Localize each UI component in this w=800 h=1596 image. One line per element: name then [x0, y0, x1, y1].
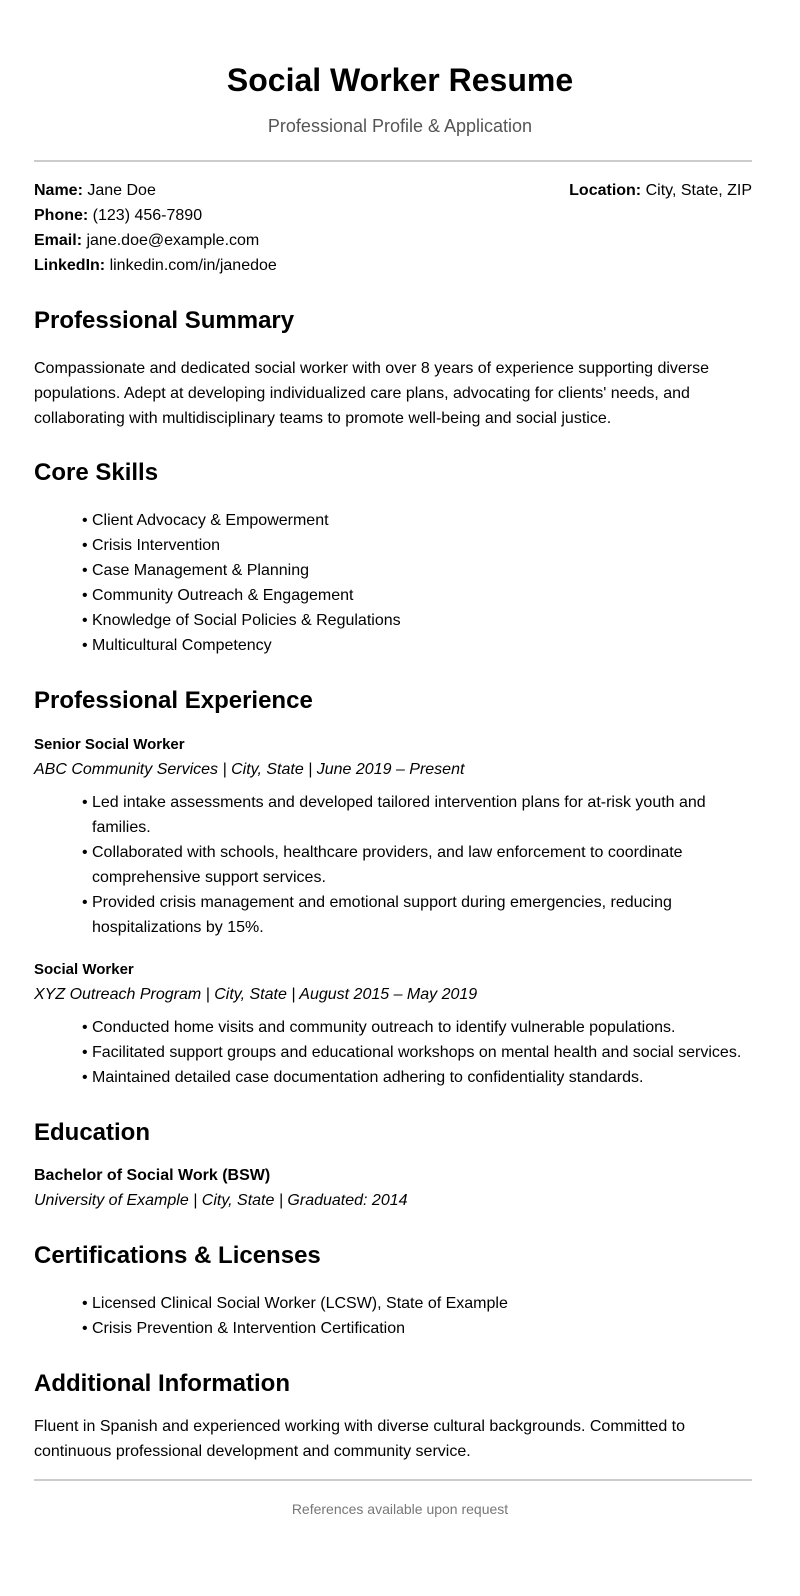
contact-linkedin-line	[34, 253, 277, 278]
summary-text: Compassionate and dedicated social worker with over 8 years of experience supporting diverse populations. Adept at developing individualized care plans, advocating for clients' needs, and collaborating with multidisciplinary teams to promote well-being and social justice.	[34, 360, 710, 427]
skill-text: Multicultural Competency	[92, 637, 272, 654]
job-title: Senior Social Worker	[34, 736, 185, 753]
job-bullets	[82, 790, 742, 940]
experience-heading: Professional Experience	[34, 687, 313, 714]
education-heading: Education	[34, 1119, 151, 1146]
location-value: City, State, ZIP	[645, 182, 752, 199]
contact-location-line	[569, 178, 752, 203]
job-bullet-text: Maintained detailed case documentation adhering to confidentiality standards.	[92, 1069, 644, 1086]
degree-title: Bachelor of Social Work (BSW)	[34, 1167, 271, 1184]
linkedin-label: LinkedIn:	[34, 257, 106, 274]
list-item: • Collaborated with schools, healthcare providers, and law enforcement to coordinate comprehensive support services.	[82, 844, 683, 886]
list-item: • Client Advocacy & Empowerment	[82, 512, 329, 529]
degree-meta: University of Example | City, State | Graduated: 2014	[34, 1192, 408, 1209]
list-item: • Community Outreach & Engagement	[82, 587, 354, 604]
location-label: Location:	[569, 182, 642, 199]
email-value: jane.doe@example.com	[86, 232, 260, 249]
job-meta: XYZ Outreach Program | City, State | August 2015 – May 2019	[34, 986, 478, 1003]
linkedin-value: linkedin.com/in/janedoe	[109, 257, 277, 274]
job-bullet-text: Conducted home visits and community outreach to identify vulnerable populations.	[92, 1019, 676, 1036]
job-title: Social Worker	[34, 961, 134, 978]
contact-location	[569, 178, 752, 203]
phone-value: (123) 456-7890	[92, 207, 203, 224]
email-label: Email:	[34, 232, 83, 249]
footer-divider	[34, 1479, 752, 1481]
name-label: Name:	[34, 182, 83, 199]
skill-text: Crisis Intervention	[92, 537, 221, 554]
skills-list	[82, 508, 742, 658]
certifications-heading: Certifications & Licenses	[34, 1242, 321, 1269]
additional-heading: Additional Information	[34, 1370, 290, 1397]
footer-note: References available upon request	[291, 1501, 509, 1517]
list-item: • Provided crisis management and emotional support during emergencies, reducing hospitalizations by 15%.	[82, 894, 672, 936]
skill-text: Client Advocacy & Empowerment	[92, 512, 329, 529]
list-item: • Crisis Intervention	[82, 537, 221, 554]
job-meta: ABC Community Services | City, State | June 2019 – Present	[34, 761, 465, 778]
list-item: • Multicultural Competency	[82, 637, 272, 654]
name-value: Jane Doe	[87, 182, 156, 199]
list-item: • Knowledge of Social Policies & Regulations	[82, 612, 401, 629]
certifications-list	[82, 1291, 742, 1341]
list-item: • Maintained detailed case documentation adhering to confidentiality standards.	[82, 1069, 644, 1086]
page-subtitle: Professional Profile & Application	[267, 116, 533, 136]
page-title: Social Worker Resume	[226, 62, 574, 98]
contact-phone-line	[34, 203, 277, 228]
list-item: • Licensed Clinical Social Worker (LCSW), State of Example	[82, 1295, 508, 1312]
contact-info	[34, 178, 277, 278]
summary-heading: Professional Summary	[34, 307, 295, 334]
certification-text: Licensed Clinical Social Worker (LCSW), State of Example	[92, 1295, 508, 1312]
header-divider	[34, 160, 752, 162]
contact-email-line	[34, 228, 277, 253]
skill-text: Community Outreach & Engagement	[92, 587, 354, 604]
list-item: • Crisis Prevention & Intervention Certification	[82, 1320, 406, 1337]
job-bullet-text: Led intake assessments and developed tailored intervention plans for at-risk youth and families.	[92, 794, 706, 836]
skill-text: Case Management & Planning	[92, 562, 310, 579]
job-bullet-text: Provided crisis management and emotional support during emergencies, reducing hospitalizations by 15%.	[92, 894, 672, 936]
skill-text: Knowledge of Social Policies & Regulations	[92, 612, 401, 629]
list-item: • Conducted home visits and community outreach to identify vulnerable populations.	[82, 1019, 676, 1036]
certification-text: Crisis Prevention & Intervention Certification	[92, 1320, 406, 1337]
additional-text: Fluent in Spanish and experienced working with diverse cultural backgrounds. Committed to continuous professional development and community service.	[34, 1418, 686, 1460]
list-item: • Facilitated support groups and educational workshops on mental health and social services.	[82, 1044, 742, 1061]
phone-label: Phone:	[34, 207, 89, 224]
contact-name-line	[34, 178, 277, 203]
job-bullets	[82, 1015, 752, 1090]
job-bullet-text: Facilitated support groups and educational workshops on mental health and social services.	[92, 1044, 742, 1061]
list-item: • Led intake assessments and developed tailored intervention plans for at-risk youth and families.	[82, 794, 706, 836]
skills-heading: Core Skills	[34, 459, 159, 486]
job-bullet-text: Collaborated with schools, healthcare providers, and law enforcement to coordinate comprehensive support services.	[92, 844, 683, 886]
list-item: • Case Management & Planning	[82, 562, 310, 579]
